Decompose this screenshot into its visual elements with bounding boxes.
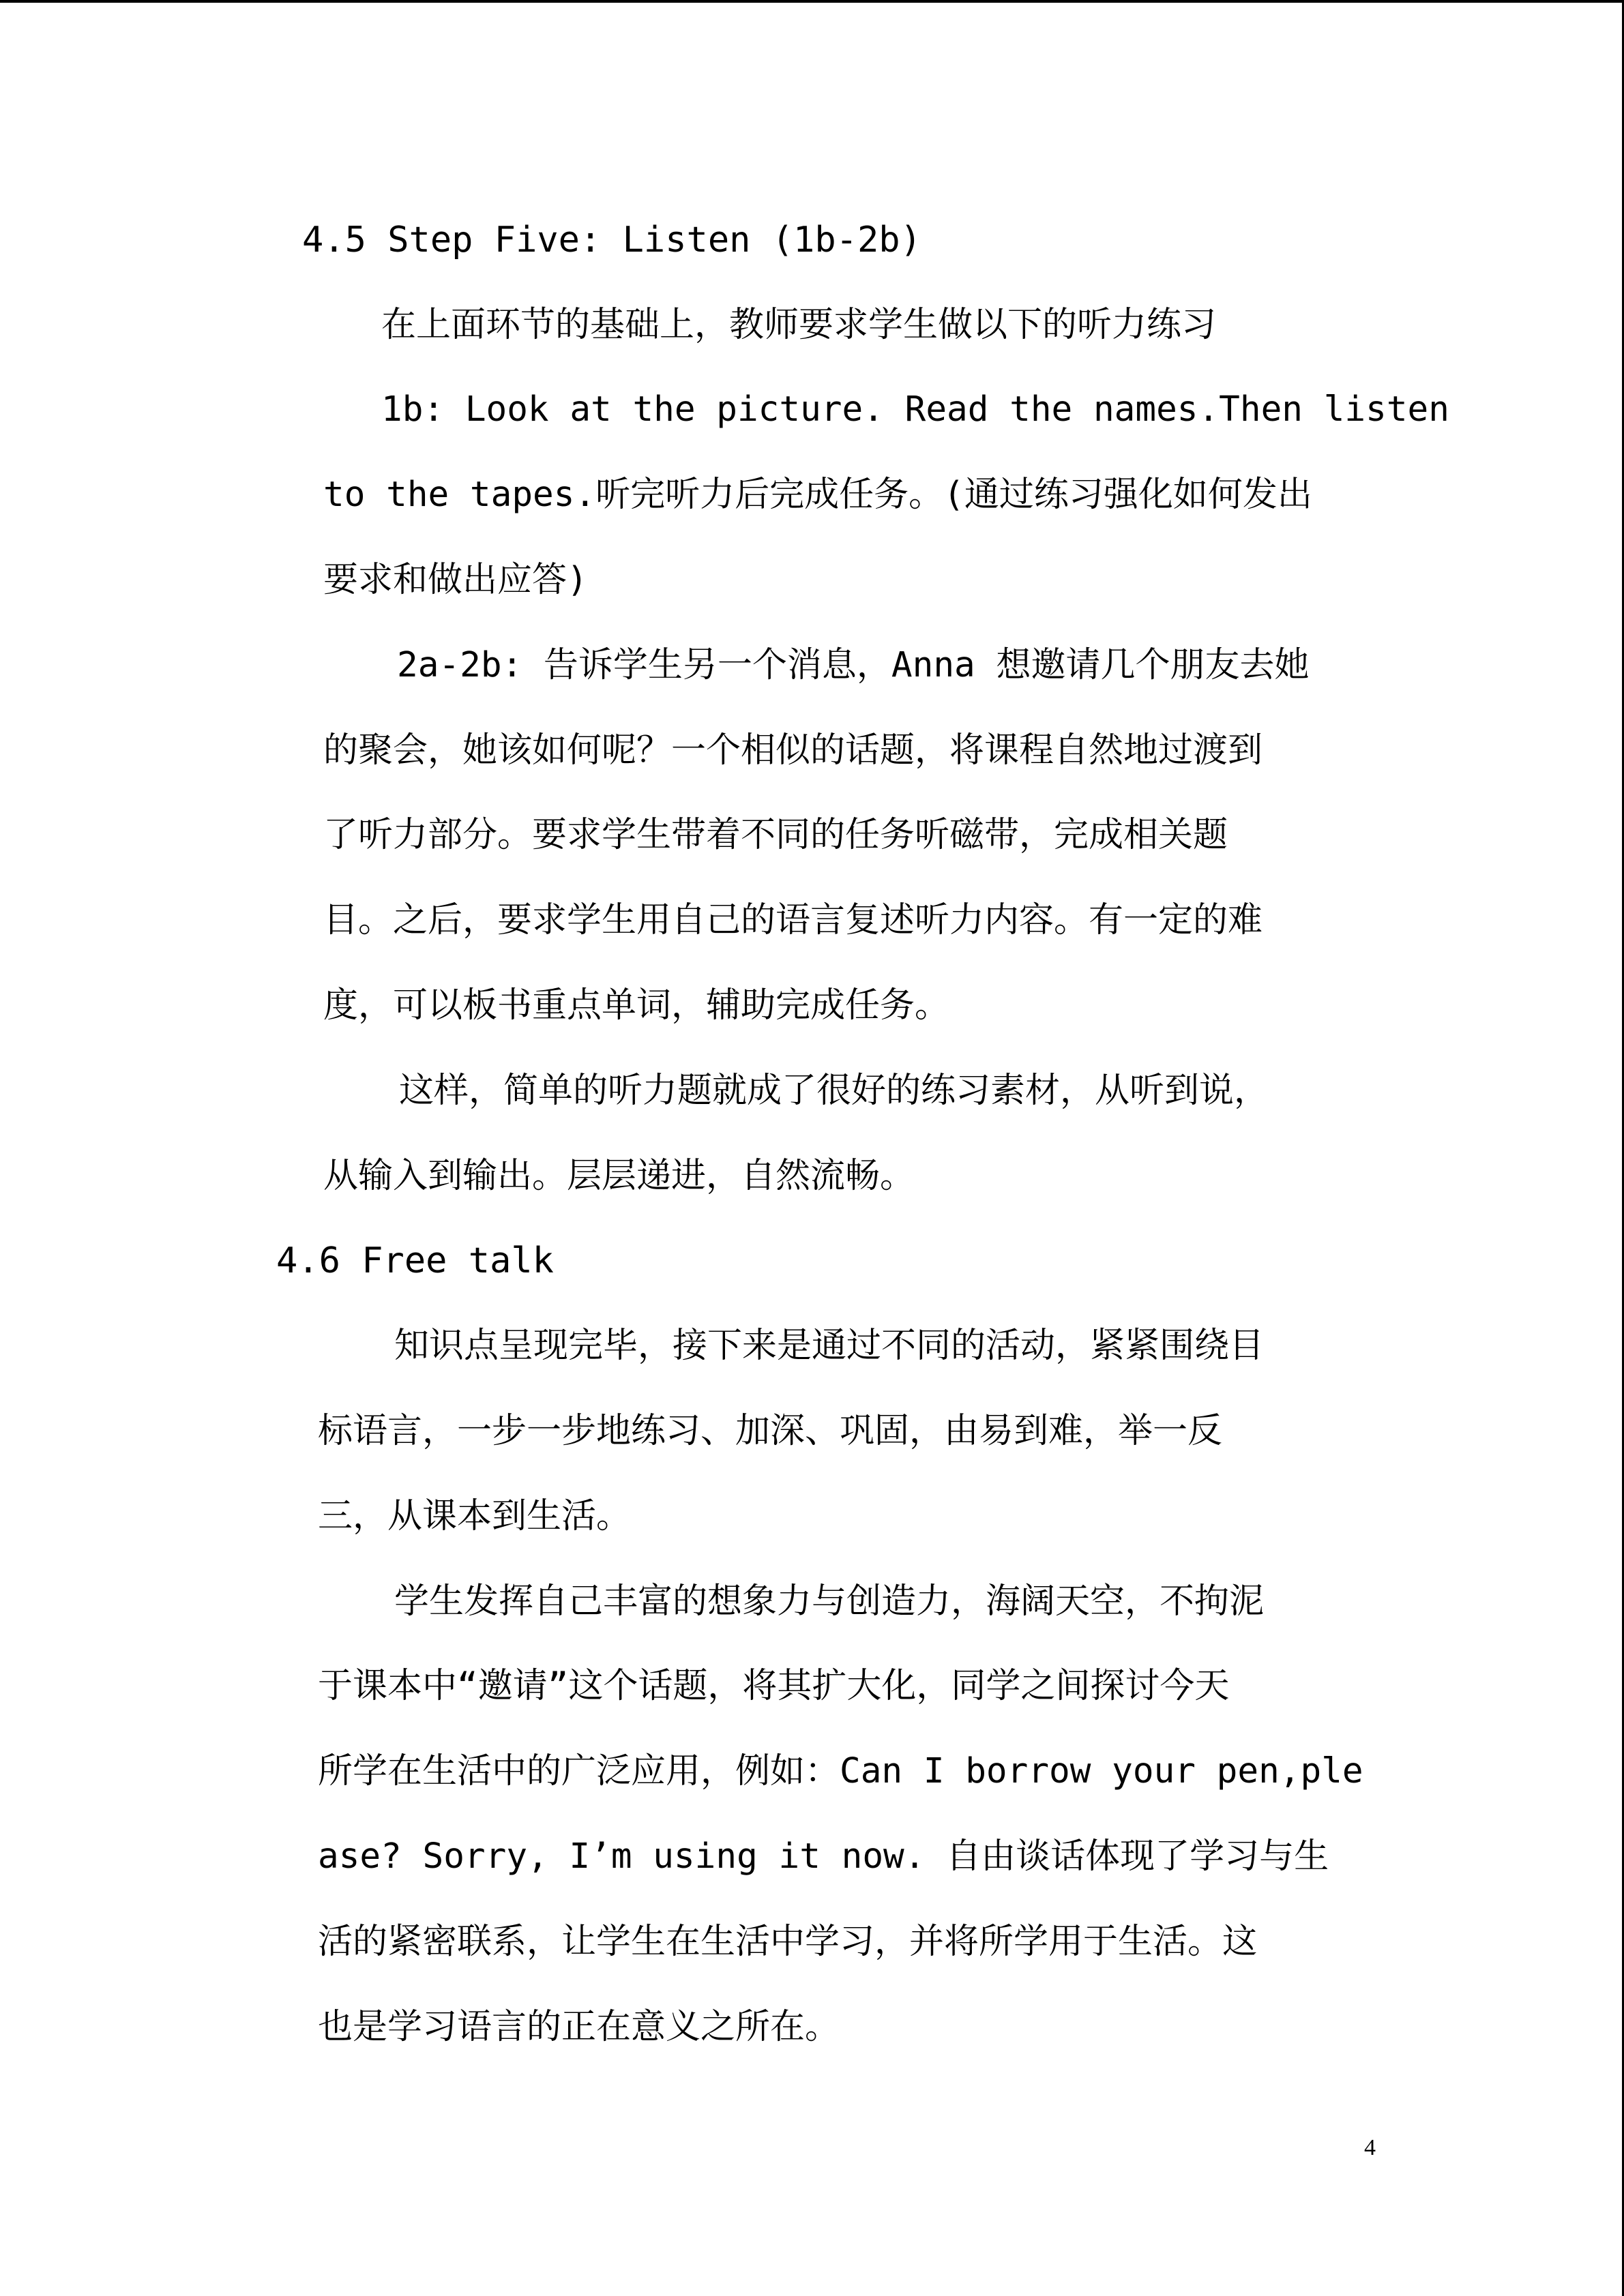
paragraph-line: 活的紧密联系，让学生在生活中学习，并将所学用于生活。这 [318, 1922, 1258, 1962]
top-border-line [0, 0, 1624, 3]
section-heading-4-5: 4.5 Step Five: Listen (1b-2b) [302, 220, 921, 260]
paragraph-line: 也是学习语言的正在意义之所在。 [318, 2007, 840, 2047]
paragraph-line: 从输入到输出。层层递进，自然流畅。 [323, 1156, 915, 1196]
paragraph-line: 了听力部分。要求学生带着不同的任务听磁带，完成相关题 [323, 815, 1228, 855]
paragraph-line: 的聚会，她该如何呢？一个相似的话题，将课程自然地过渡到 [323, 730, 1263, 771]
paragraph-line: 在上面环节的基础上，教师要求学生做以下的听力练习 [381, 305, 1217, 345]
paragraph-line: to the tapes.听完听力后完成任务。(通过练习强化如何发出 [323, 475, 1312, 515]
paragraph-line: 标语言，一步一步地练习、加深、巩固，由易到难，举一反 [318, 1411, 1223, 1451]
paragraph-line: 2a-2b: 告诉学生另一个消息，Anna 想邀请几个朋友去她 [397, 645, 1310, 685]
section-heading-4-6: 4.6 Free talk [276, 1240, 554, 1281]
paragraph-line: 三，从课本到生活。 [318, 1496, 632, 1536]
paragraph-line: 要求和做出应答) [323, 560, 588, 600]
paragraph-line: 这样，简单的听力题就成了很好的练习素材，从听到说， [399, 1071, 1269, 1111]
paragraph-line: 知识点呈现完毕，接下来是通过不同的活动，紧紧围绕目 [394, 1326, 1265, 1366]
paragraph-line: 所学在生活中的广泛应用，例如：Can I borrow your pen,ple [318, 1751, 1363, 1791]
paragraph-line: 学生发挥自己丰富的想象力与创造力，海阔天空，不拘泥 [394, 1581, 1265, 1622]
paragraph-line: 目。之后，要求学生用自己的语言复述听力内容。有一定的难 [323, 900, 1263, 940]
page-number: 4 [1364, 2135, 1376, 2160]
paragraph-line: ase? Sorry, I’m using it now. 自由谈话体现了学习与生 [318, 1836, 1329, 1877]
paragraph-line: 1b: Look at the picture. Read the names.Then listen [381, 389, 1449, 430]
paragraph-line: 于课本中“邀请”这个话题，将其扩大化，同学之间探讨今天 [318, 1666, 1230, 1706]
paragraph-line: 度，可以板书重点单词，辅助完成任务。 [323, 985, 950, 1026]
